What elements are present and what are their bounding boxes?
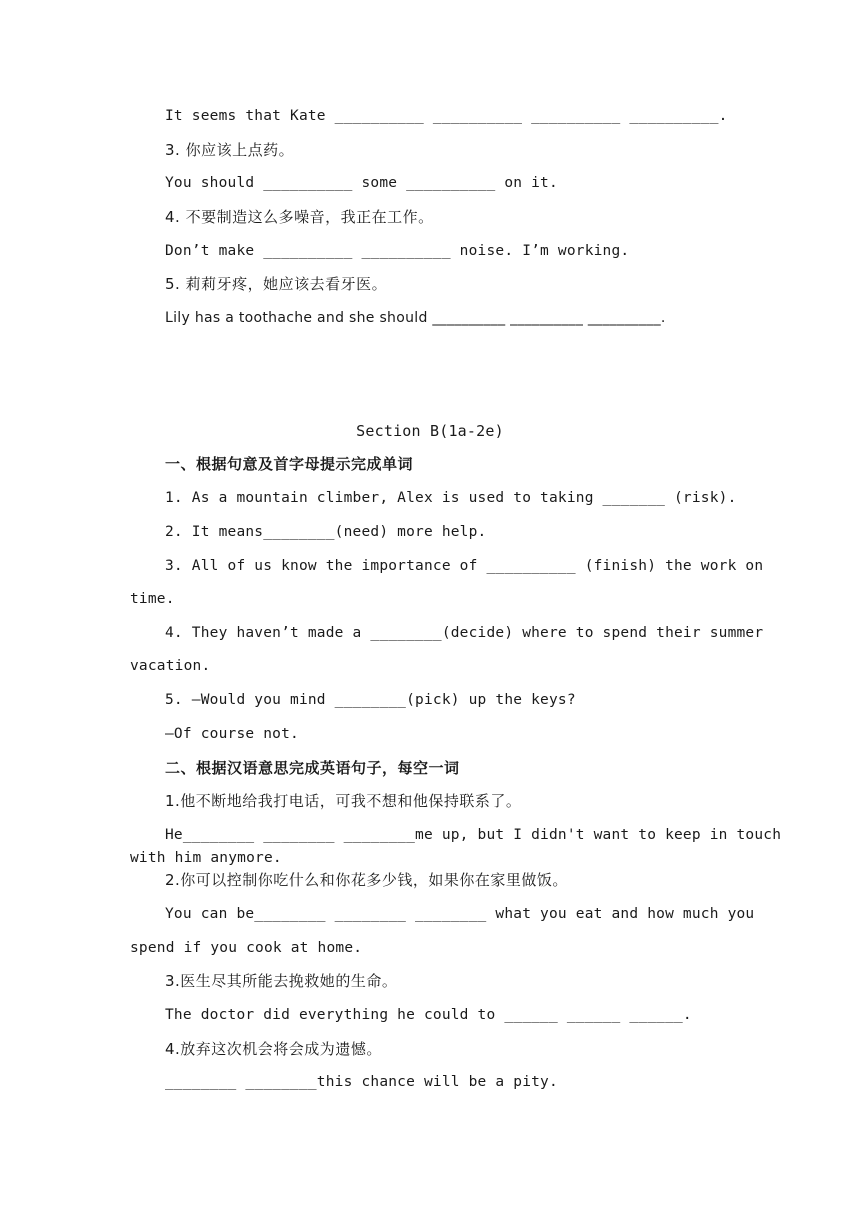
p1-question-3-line-2: time.	[130, 591, 175, 607]
p1-question-3-line-1: 3. All of us know the importance of __________ (finish) the work on	[165, 558, 764, 574]
question-4-chinese: 4. 不要制造这么多噪音，我正在工作。	[165, 208, 434, 226]
question-5-chinese: 5. 莉莉牙疼，她应该去看牙医。	[165, 275, 388, 293]
question-4-english: Don’t make __________ __________ noise. I’m working.	[165, 243, 630, 259]
p2-question-4-chinese: 4.放弃这次机会将会成为遗憾。	[165, 1040, 382, 1058]
question-3-english: You should __________ some __________ on it.	[165, 175, 558, 191]
p2-question-4-english: ________ ________this chance will be a pity.	[165, 1074, 558, 1090]
section-title: Section B(1a-2e)	[356, 422, 504, 440]
part-2-heading: 二、根据汉语意思完成英语句子，每空一词	[165, 759, 460, 777]
p2-question-1-english-line-1: He________ ________ ________me up, but I didn't want to keep in touch	[165, 827, 782, 843]
p1-question-5-line-2: —Of course not.	[165, 726, 299, 742]
p1-question-5-line-1: 5. —Would you mind ________(pick) up the keys?	[165, 692, 576, 708]
p2-question-2-english-line-1: You can be________ ________ ________ what you eat and how much you	[165, 906, 755, 922]
p2-question-2-english-line-2: spend if you cook at home.	[130, 940, 363, 956]
p2-question-3-english: The doctor did everything he could to ______ ______ ______.	[165, 1007, 692, 1023]
p1-question-1: 1. As a mountain climber, Alex is used to taking _______ (risk).	[165, 490, 737, 506]
part-1-heading: 一、根据句意及首字母提示完成单词	[165, 455, 414, 473]
p2-question-2-chinese: 2.你可以控制你吃什么和你花多少钱，如果你在家里做饭。	[165, 871, 568, 889]
question-5-english: Lily has a toothache and she should __________ __________ __________.	[165, 310, 666, 326]
p2-question-1-english-line-2: with him anymore.	[130, 850, 282, 866]
p1-question-4-line-1: 4. They haven’t made a ________(decide) where to spend their summer	[165, 625, 764, 641]
p1-question-4-line-2: vacation.	[130, 658, 211, 674]
p1-question-2: 2. It means________(need) more help.	[165, 524, 487, 540]
p2-question-3-chinese: 3.医生尽其所能去挽救她的生命。	[165, 972, 398, 990]
sentence-kate: It seems that Kate __________ __________ __________ __________.	[165, 108, 728, 124]
p2-question-1-chinese: 1.他不断地给我打电话，可我不想和他保持联系了。	[165, 792, 522, 810]
question-3-chinese: 3. 你应该上点药。	[165, 141, 295, 159]
